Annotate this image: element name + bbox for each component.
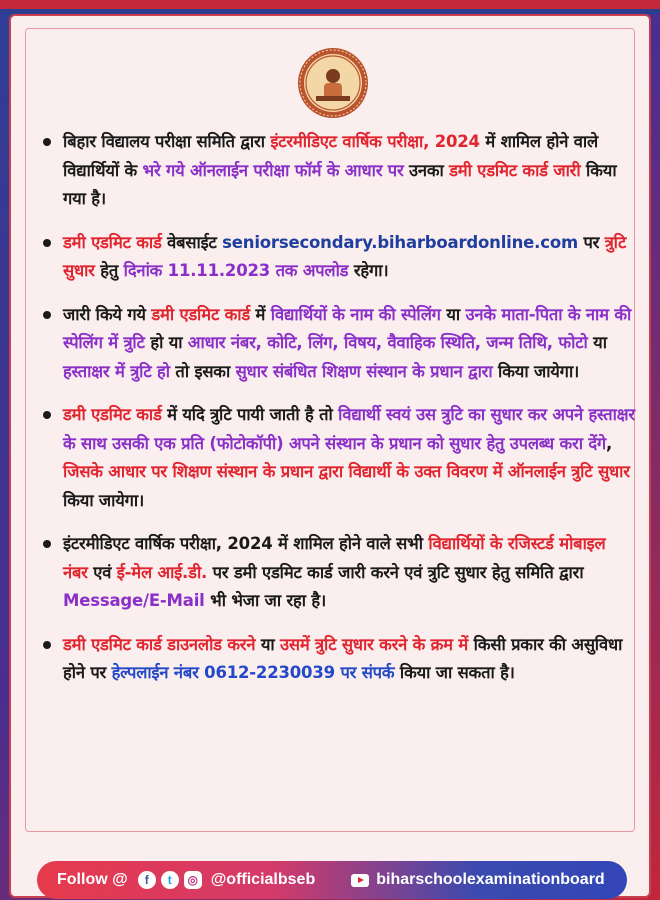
notice-text: भी भेजा जा रहा है। [204, 591, 327, 610]
notice-text: जिसके आधार पर शिक्षण संस्थान के प्रधान द्वारा विद्यार्थी के उक्त विवरण में ऑनलाईन त्रुटि सुधार [63, 462, 630, 481]
follow-label: Follow @ [57, 871, 128, 888]
notice-text: इंटरमीडिएट वार्षिक परीक्षा, 2024 में शामिल होने वाले सभी [63, 534, 429, 553]
notice-text: seniorsecondary.biharboardonline.com [222, 232, 578, 252]
notice-text: विद्यार्थियों के नाम की स्पेलिंग [270, 304, 441, 324]
notice-text: डमी एडमिट कार्ड [151, 304, 250, 324]
notice-text: जारी किये गये [63, 304, 152, 324]
notice-item [37, 301, 635, 387]
notice-text: विद्यार्थियों के रजिस्टर्ड मोबाइल नंबर [63, 534, 606, 582]
notice-text: उनका [403, 160, 450, 180]
bullet-icon [43, 540, 51, 548]
notice-text: तो इसका [169, 361, 236, 381]
twitter-icon[interactable]: t [161, 871, 179, 889]
bullet-icon [43, 138, 51, 146]
notice-text: दिनांक 11.11.2023 तक अपलोड [123, 261, 349, 280]
notice-text: हस्ताक्षर में त्रुटि हो [63, 361, 170, 381]
notice-text: , [605, 433, 613, 453]
notice-paper [9, 14, 651, 898]
notice-text: डमी एडमिट कार्ड डाउनलोड करने [63, 634, 256, 654]
notice-text: डमी एडमिट कार्ड जारी [449, 160, 581, 180]
notice-text: में यदि त्रुटि पायी जाती है तो [161, 405, 339, 424]
notice-text: त्रुटि सुधार [63, 232, 627, 280]
notice-text: हेल्पलाईन नंबर 0612-2230039 पर संपर्क [111, 663, 395, 682]
social-handle[interactable]: @officialbseb [210, 871, 316, 888]
notice-text: किसी प्रकार की असुविधा होने पर [63, 634, 623, 682]
top-stripe [0, 0, 660, 14]
notice-text: पर डमी एडमिट कार्ड जारी करने एवं त्रुटि सुधार हेतु समिति द्वारा [207, 562, 584, 582]
notice-text: विद्यार्थी स्वयं उस त्रुटि का सुधार कर अपने हस्ताक्षर के साथ उसकी एक प्रति (फोटोकॉपी) अपने संस्थान के प्रधान को सुधार हेतु उपलब्ध करा देंगे [63, 405, 635, 453]
notice-text: किया जायेगा। [492, 361, 580, 381]
youtube-channel[interactable]: biharschoolexaminationboard [376, 871, 605, 888]
notice-text: आधार नंबर, कोटि, लिंग, विषय, वैवाहिक स्थिति, जन्म तिथि, फोटो [187, 333, 588, 352]
notice-text: Message/E-Mail [63, 591, 205, 610]
notice-text: या [587, 333, 607, 352]
notice-text: में शामिल होने वाले विद्यार्थियों के [63, 132, 598, 180]
notice-item [37, 229, 635, 286]
notice-text: या [440, 304, 466, 324]
notice-item [37, 530, 635, 616]
notice-text: ई-मेल आई.डी. [116, 562, 208, 582]
bullet-icon [43, 239, 51, 247]
notice-text: पर [577, 232, 605, 252]
notice-text: किया जायेगा। [63, 490, 145, 510]
bullet-icon [43, 411, 51, 419]
notice-item [37, 631, 635, 688]
notice-text: डमी एडमिट कार्ड [63, 232, 162, 252]
social-footer [37, 861, 627, 899]
notice-text: बिहार विद्यालय परीक्षा समिति द्वारा [63, 132, 271, 151]
notice-text: डमी एडमिट कार्ड [63, 405, 162, 424]
notice-text: किया जा सकता है। [394, 663, 515, 682]
notice-text: रहेगा। [348, 261, 389, 280]
notice-item [37, 401, 635, 515]
notice-text: हेतु [94, 261, 124, 280]
notice-text: किया गया है। [63, 160, 617, 208]
notice-text: इंटरमीडिएट वार्षिक परीक्षा, 2024 [270, 132, 480, 151]
notice-text: भरे गये ऑनलाईन परीक्षा फॉर्म के आधार पर [142, 160, 404, 180]
facebook-icon[interactable]: f [138, 871, 156, 889]
notice-text: वेबसाईट [161, 232, 223, 252]
notice-item [37, 128, 635, 214]
bseb-logo [296, 46, 370, 120]
youtube-icon[interactable] [351, 874, 369, 887]
instagram-icon[interactable]: ◎ [184, 871, 202, 889]
bullet-icon [43, 311, 51, 319]
notice-text: हो या [144, 333, 188, 352]
notice-text: एवं [87, 562, 117, 582]
notice-list [37, 128, 635, 688]
notice-text: उनके माता-पिता के नाम की स्पेलिंग में त्रुटि [63, 304, 632, 352]
notice-text: उसमें त्रुटि सुधार करने के क्रम में [280, 634, 469, 654]
notice-text: में [250, 304, 271, 324]
notice-text: या [255, 634, 281, 654]
bullet-icon [43, 641, 51, 649]
notice-text: सुधार संबंधित शिक्षण संस्थान के प्रधान द्वारा [235, 361, 493, 381]
